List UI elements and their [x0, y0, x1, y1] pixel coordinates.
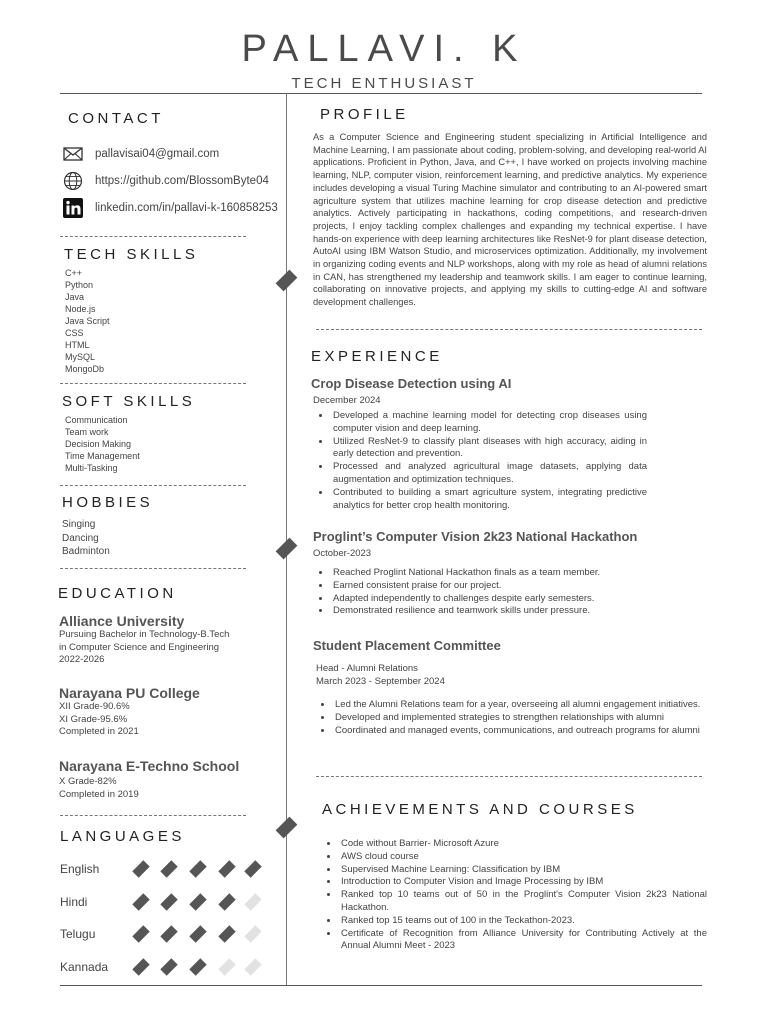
list-item: Singing	[62, 519, 96, 530]
tech-skills-list	[65, 267, 110, 375]
rating-diamond-filled	[160, 893, 177, 910]
section-divider	[60, 815, 246, 816]
resume-title: TECH ENTHUSIAST	[291, 75, 477, 92]
contact-email[interactable]	[62, 144, 219, 164]
achievements-heading: ACHIEVEMENTS AND COURSES	[322, 801, 638, 818]
profile-heading: PROFILE	[320, 106, 409, 123]
rating-diamond-filled	[132, 860, 149, 877]
rating-diamond-filled	[189, 893, 206, 910]
mail-icon	[62, 144, 84, 164]
rating-diamond-filled	[160, 958, 177, 975]
list-item: • Ranked top 10 teams out of 50 in the Proglint's Computer Vision 2k23 National Hackathon.	[339, 889, 707, 915]
rating-diamond-filled	[218, 893, 235, 910]
list-item: C++	[65, 268, 83, 278]
list-item: • Introduction to Computer Vision and Image Processing by IBM	[339, 876, 707, 889]
list-item: • Utilized ResNet-9 to classify plant diseases with high accuracy, aiding in early detection and prevention.	[331, 436, 647, 462]
rating-diamond-filled	[244, 860, 261, 877]
language-name: Kannada	[60, 960, 109, 974]
section-divider	[316, 776, 702, 777]
list-item: HTML	[65, 340, 90, 350]
list-item: • Demonstrated resilience and teamwork skills under pressure.	[331, 605, 673, 618]
rating-diamond-filled	[132, 958, 149, 975]
list-item: • Led the Alumni Relations team for a year, overseeing all alumni engagement initiatives.	[333, 699, 701, 712]
linkedin-icon	[62, 198, 84, 218]
list-item: • Contributed to building a smart agriculture system, integrating predictive analytics for better crop health monitoring.	[331, 487, 647, 513]
experience-title: Student Placement Committee	[313, 638, 501, 653]
education-school: Narayana E-Techno School	[59, 758, 240, 774]
list-item: • Supervised Machine Learning: Classification by IBM	[339, 864, 707, 877]
list-item: Python	[65, 280, 94, 290]
language-name: Telugu	[60, 927, 96, 941]
rating-diamond-filled	[160, 925, 177, 942]
education-details: X Grade-82% Completed in 2019	[59, 776, 139, 800]
list-item: • Developed and implemented strategies to strengthen relationships with alumni	[333, 712, 701, 725]
hobbies-list	[62, 518, 110, 559]
list-item: Java	[65, 292, 85, 302]
contact-heading: CONTACT	[68, 110, 164, 127]
experience-role: Head - Alumni Relations March 2023 - September 2024	[316, 663, 445, 687]
experience-bullets	[315, 699, 701, 737]
rating-diamond-empty	[244, 958, 261, 975]
soft-skills-list	[65, 414, 140, 474]
achievements-list	[321, 838, 707, 953]
list-item: Badminton	[62, 546, 110, 557]
rating-diamond-empty	[244, 893, 261, 910]
list-item: • Earned consistent praise for our project.	[331, 580, 673, 593]
list-item: Time Management	[65, 451, 140, 461]
list-item: • Reached Proglint National Hackathon finals as a team member.	[331, 567, 673, 580]
email-link[interactable]: pallavisai04@gmail.com	[95, 148, 220, 160]
header-divider	[60, 93, 702, 94]
rating-diamond-filled	[189, 925, 206, 942]
language-name: English	[60, 862, 100, 876]
experience-title: Crop Disease Detection using AI	[311, 376, 512, 391]
education-details: XII Grade-90.6% XI Grade-95.6% Completed in 2021	[59, 701, 139, 737]
list-item: • AWS cloud course	[339, 851, 707, 864]
rating-diamond-filled	[160, 860, 177, 877]
hobbies-heading: HOBBIES	[62, 494, 154, 511]
rating-diamond-filled	[218, 860, 235, 877]
list-item: • Ranked top 15 teams out of 100 in the Teckathon-2023.	[339, 915, 707, 928]
section-divider	[60, 568, 246, 569]
rating-diamond-filled	[132, 893, 149, 910]
rating-diamond-empty	[244, 925, 261, 942]
list-item: MySQL	[65, 352, 96, 362]
list-item: MongoDb	[65, 364, 105, 374]
list-item: Dancing	[62, 532, 99, 544]
rating-diamond-filled	[189, 860, 206, 877]
list-item: Team work	[65, 427, 109, 437]
experience-bullets	[313, 567, 673, 618]
divider-diamond	[276, 538, 298, 560]
list-item: Java Script	[65, 316, 110, 326]
github-icon	[62, 171, 84, 191]
experience-date: December 2024	[313, 395, 381, 406]
list-item: Communication	[65, 415, 128, 425]
soft-skills-heading: SOFT SKILLS	[62, 393, 196, 410]
list-item: Decision Making	[65, 439, 132, 449]
tech-skills-heading: TECH SKILLS	[64, 246, 199, 263]
experience-heading: EXPERIENCE	[311, 348, 443, 365]
rating-diamond-filled	[132, 925, 149, 942]
list-item: • Processed and analyzed agricultural image datasets, applying data augmentation and optimization techniques.	[331, 461, 647, 487]
education-school: Alliance University	[59, 613, 185, 629]
github-link[interactable]: https://github.com/BlossomByte04	[95, 175, 269, 187]
language-name: Hindi	[60, 895, 88, 909]
list-item: Node.js	[65, 304, 96, 314]
section-divider	[60, 485, 246, 486]
profile-summary: As a Computer Science and Engineering student specializing in Artificial Intelligence and Machine Learning, I am passionate about coding, problem-solving, and developing real-world AI applications. Proficient in Python, Java, and C++, I have worked on projects involving machine learning, NLP, computer vision, reinforcement learning, and predictive analytics. My experience includes developing a visual Turing Machine simulator and contributing to an AI-powered smart agriculture system that utilizes machine learning for crop disease detection and predictive analytics. Actively participating in hackathons, coding competitions, and research-driven projects, I enjoy tackling complex challenges and expanding my technical expertise. I have hands-on experience with deep learning architectures like ResNet-9 for plant disease detection, AutoAI using IBM Watson Studio, and microservices optimization. Additionally, my involvement in organizing coding events and NLP workshops, along with my role as head of alumni relations in CAN, has strengthened my leadership and teamwork skills. I am eager to continue learning, collaborating on innovative projects, and applying my skills to cutting-edge AI and software development challenges.	[313, 132, 707, 308]
divider-diamond	[276, 270, 298, 292]
list-item: • Code without Barrier- Microsoft Azure	[339, 838, 707, 851]
experience-date: October-2023	[313, 548, 372, 559]
contact-github[interactable]	[62, 171, 269, 191]
section-divider	[60, 236, 246, 237]
education-school: Narayana PU College	[59, 685, 200, 701]
list-item: • Certificate of Recognition from Alliance University for Contributing Actively at the Annual Alumni Meet - 2023	[339, 928, 707, 954]
resume-name: PALLAVI. K	[241, 28, 527, 70]
footer-divider	[60, 985, 702, 986]
experience-title: Proglint’s Computer Vision 2k23 National Hackathon	[313, 529, 638, 544]
section-divider	[316, 329, 702, 330]
rating-diamond-filled	[218, 925, 235, 942]
languages-heading: LANGUAGES	[60, 828, 185, 845]
experience-bullets	[313, 410, 647, 512]
education-details: Pursuing Bachelor in Technology-B.Tech in Computer Science and Engineering 2022-2026	[59, 629, 230, 665]
education-heading: EDUCATION	[58, 585, 177, 602]
contact-linkedin[interactable]	[62, 198, 278, 218]
list-item: • Coordinated and managed events, communications, and outreach programs for alumni	[333, 725, 701, 738]
divider-diamond	[276, 817, 298, 839]
list-item: Multi-Tasking	[65, 463, 118, 473]
rating-diamond-filled	[189, 958, 206, 975]
rating-diamond-empty	[218, 958, 235, 975]
linkedin-link[interactable]: linkedin.com/in/pallavi-k-160858253	[95, 202, 278, 214]
list-item: • Adapted independently to challenges despite early semesters.	[331, 593, 673, 606]
list-item: • Developed a machine learning model for detecting crop diseases using computer vision and deep learning.	[331, 410, 647, 436]
section-divider	[60, 383, 246, 384]
list-item: CSS	[65, 328, 84, 338]
